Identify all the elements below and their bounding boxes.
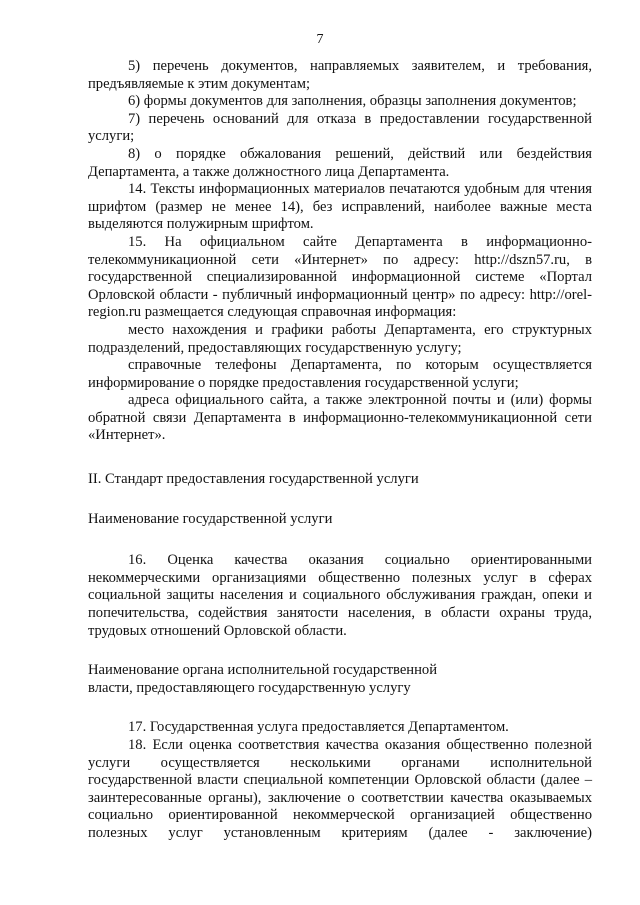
info-item-location: место нахождения и графики работы Департамента, его структурных подразделений, предоставляющих государственную услугу; [88, 321, 592, 356]
subheading-authority-line2: власти, предоставляющего государственную услугу [88, 679, 411, 696]
paragraph-15: 15. На официальном сайте Департамента в информационно-телекоммуникационной сети «Интернет» по адресу: http://dszn57.ru, в государственной специализированной информационной системе «Портал Орловской области - публичный информационный центр» по адресу: http://orel-region.ru размещается следующая справочная информация: [88, 233, 592, 321]
page-number: 7 [316, 32, 324, 47]
paragraph-item-7: 7) перечень оснований для отказа в предоставлении государственной услуги; [88, 110, 592, 145]
info-item-website: адреса официального сайта, а также электронной почты и (или) формы обратной связи Департамента в информационно-телекоммуникационной сети «Интернет». [88, 392, 592, 444]
subheading-authority-line1: Наименование органа исполнительной государственной [88, 662, 438, 679]
paragraph-18: 18. Если оценка соответствия качества оказания общественно полезной услуги осуществляется несколькими органами исполнительной государственной власти специальной компетенции Орловской области (далее – заинтересованные органы), заключение о соответствии качества оказываемых социально ориентированной некоммерческой организацией общественно полезных услуг установленным критериям (далее - заключение) [88, 737, 592, 841]
paragraph-14: 14. Тексты информационных материалов печатаются удобным для чтения шрифтом (размер не менее 14), без исправлений, наиболее важные места выделяются полужирным шрифтом. [88, 181, 592, 233]
paragraph-16: 16. Оценка качества оказания социально ориентированными некоммерческими организациями общественно полезных услуг в сферах социальной защиты населения и социального обслуживания граждан, опеки и попечительства, содействия занятости населения, в области охраны труда, трудовых отношений Орловской области. [88, 552, 592, 639]
paragraph-item-5: 5) перечень документов, направляемых заявителем, и требования, предъявляемые к этим документам; [88, 58, 592, 92]
section-title: II. Стандарт предоставления государственной услуги [88, 471, 419, 488]
info-item-phones: справочные телефоны Департамента, по которым осуществляется информирование о порядке предоставления государственной услуги; [88, 357, 592, 391]
document-body [88, 58, 592, 843]
paragraph-item-8: 8) о порядке обжалования решений, действий или бездействия Департамента, а также должностного лица Департамента. [88, 145, 592, 180]
subheading-service-name: Наименование государственной услуги [88, 510, 333, 527]
paragraph-item-6: 6) формы документов для заполнения, образцы заполнения документов; [128, 93, 577, 110]
paragraph-17: 17. Государственная услуга предоставляется Департаментом. [128, 719, 509, 736]
